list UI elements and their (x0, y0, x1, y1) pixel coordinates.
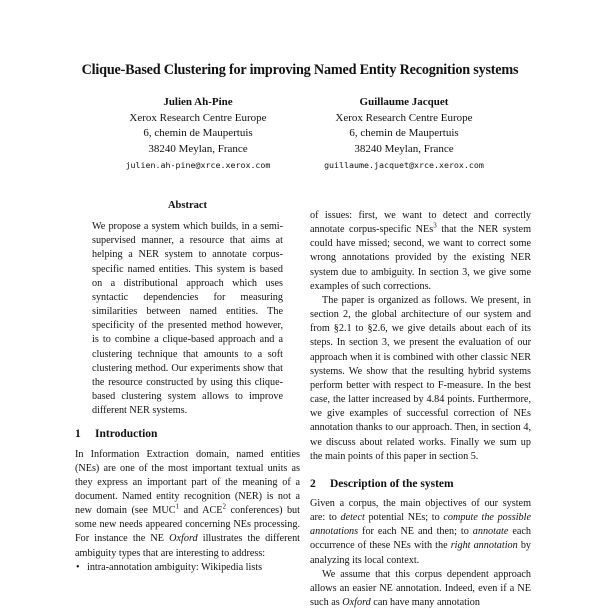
emphasis: detect (340, 512, 365, 524)
description-paragraph (310, 497, 531, 568)
emphasis: right annotation (450, 540, 518, 552)
text-run: In Information Extraction domain, named entities (NEs) are one of the most important textual units as they express an important part of the meaning of a document. Named entity recognition (NER) is not a new domain (see MUC (75, 448, 300, 517)
footnote-marker: 2 (222, 502, 226, 511)
author-address-line: 38240 Meylan, France (354, 142, 454, 155)
right-column (310, 209, 531, 610)
author-name: Guillaume Jacquet (359, 96, 449, 108)
text-run: potential NEs; to (364, 512, 444, 524)
text-run: conferences) but some new needs appeared concerning NEs processing. For instance the NE (75, 505, 300, 545)
section-number: 1 (75, 428, 81, 441)
section-title: Description of the system (330, 477, 454, 490)
text-run: Given a corpus, the main objectives of our system are: to (310, 497, 531, 524)
text-run: for each NE and then; to (358, 526, 473, 538)
abstract-text: We propose a system which builds, in a semi-supervised manner, a resource that aims at helping a NER system to annotate corpus-specific named entities. This system is based on a distributional approach which uses syntactic dependencies for measuring similarities between named entities. The specificity of the presented method however, is to combine a clique-based approach and a clustering technique that amounts to a soft clustering method. Our experiments show that the resource constructed by using this clique-based clustering system allows to improve different NER systems. (92, 221, 283, 417)
emphasis: Oxford (169, 533, 198, 545)
footnote-marker: 3 (433, 221, 437, 230)
author-block-2 (294, 95, 514, 173)
text-run: and ACE (179, 505, 223, 517)
text-run: We assume that this corpus dependent approach allows an easier NE annotation. Indeed, even if a NE such as (310, 568, 531, 609)
section-heading-introduction (75, 427, 300, 441)
author-address-line: 6, chemin de Maupertuis (143, 127, 253, 139)
author-name: Julien Ah-Pine (163, 96, 233, 108)
text-run: can have many annotation (370, 597, 480, 609)
ambiguity-list (75, 561, 300, 575)
text-run: illustrates the different ambiguity types that are interesting to address: (75, 533, 300, 559)
text-run: by analyzing its local context. (310, 540, 532, 566)
organization-paragraph: The paper is organized as follows. We present, in section 2, the global architecture of our system and from §2.1 to §2.6, we give details about each of its steps. In section 3, we present the evaluation of our approach when it is combined with other classic NER systems. We show that the resulting hybrid systems perform better with respect to F-measure. In the best case, the latter increased by 4.84 points. Furthermore, we give examples of successful correction of NEs annotation thanks to our approach. Then, in section 4, we discuss about related works. Finally we sum up the main points of this paper in section 5. (310, 294, 531, 462)
author-address-line: 6, chemin de Maupertuis (349, 127, 459, 139)
left-column (75, 199, 300, 575)
author-block-1 (88, 95, 308, 173)
author-address-line: 38240 Meylan, France (148, 142, 248, 155)
intro-paragraph-continued (310, 209, 531, 294)
section-title: Introduction (95, 428, 158, 441)
intro-paragraph (75, 448, 300, 561)
section-number: 2 (310, 477, 316, 490)
description-paragraph-2 (310, 568, 531, 610)
list-item: • intra-annotation ambiguity: Wikipedia lists (87, 561, 300, 575)
section-heading-description (310, 477, 531, 491)
emphasis: Oxford (342, 597, 371, 609)
paper-title: Clique-Based Clustering for improving Named Entity Recognition systems (81, 62, 519, 78)
author-affiliation: Xerox Research Centre Europe (335, 111, 473, 124)
abstract-heading: Abstract (167, 200, 208, 211)
text-run: each occurrence of these NEs with the (310, 526, 531, 552)
author-email: guillaume.jacquet@xrce.xerox.com (324, 160, 484, 170)
emphasis: compute the possible annotations (310, 512, 531, 538)
author-email: julien.ah-pine@xrce.xerox.com (125, 160, 271, 170)
text-run: of issues: first, we want to detect and correctly annotate corpus-specific NEs (310, 210, 531, 236)
text-run: that the NER system could have missed; second, we want to correct some wrong annotations provided by the existing NER system due to ambiguity. In section 3, we give some examples of such corrections. (310, 224, 531, 292)
emphasis: annotate (472, 526, 509, 538)
author-affiliation: Xerox Research Centre Europe (129, 111, 267, 124)
footnote-marker: 1 (175, 502, 180, 511)
